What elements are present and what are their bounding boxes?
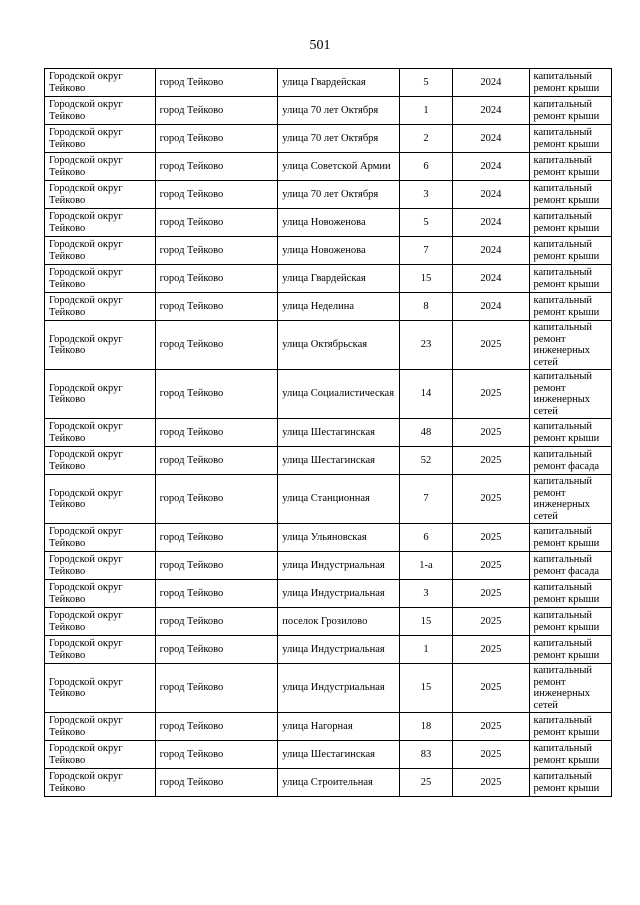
house-number-cell: 3 [399,181,452,209]
municipality-cell: Городской округ Тейково [45,97,156,125]
street-cell: улица Строительная [278,769,400,797]
year-cell: 2025 [453,321,529,370]
house-number-cell: 1-а [399,552,452,580]
house-number-cell: 5 [399,209,452,237]
house-number-cell: 18 [399,713,452,741]
municipality-cell: Городской округ Тейково [45,741,156,769]
work-type-cell: капитальный ремонт крыши [529,293,611,321]
work-type-cell: капитальный ремонт крыши [529,69,611,97]
table-row [45,636,612,664]
city-cell: город Тейково [155,97,278,125]
year-cell: 2025 [453,370,529,419]
municipality-cell: Городской округ Тейково [45,321,156,370]
house-number-cell: 23 [399,321,452,370]
table-row [45,475,612,524]
year-cell: 2025 [453,419,529,447]
table-row [45,370,612,419]
work-type-cell: капитальный ремонт крыши [529,741,611,769]
street-cell: улица Социалистическая [278,370,400,419]
work-type-cell: капитальный ремонт крыши [529,125,611,153]
house-number-cell: 3 [399,580,452,608]
municipality-cell: Городской округ Тейково [45,265,156,293]
municipality-cell: Городской округ Тейково [45,293,156,321]
table-row [45,125,612,153]
city-cell: город Тейково [155,181,278,209]
street-cell: улица Октябрьская [278,321,400,370]
house-number-cell: 15 [399,664,452,713]
street-cell: улица Индустриальная [278,636,400,664]
city-cell: город Тейково [155,419,278,447]
street-cell: улица Новоженова [278,209,400,237]
house-number-cell: 7 [399,237,452,265]
house-number-cell: 8 [399,293,452,321]
municipality-cell: Городской округ Тейково [45,608,156,636]
table-row [45,552,612,580]
year-cell: 2024 [453,97,529,125]
city-cell: город Тейково [155,265,278,293]
house-number-cell: 48 [399,419,452,447]
work-type-cell: капитальный ремонт крыши [529,580,611,608]
municipality-cell: Городской округ Тейково [45,769,156,797]
year-cell: 2025 [453,580,529,608]
house-number-cell: 6 [399,524,452,552]
city-cell: город Тейково [155,321,278,370]
year-cell: 2024 [453,125,529,153]
house-number-cell: 15 [399,608,452,636]
house-number-cell: 14 [399,370,452,419]
table-row [45,713,612,741]
municipality-cell: Городской округ Тейково [45,370,156,419]
city-cell: город Тейково [155,664,278,713]
street-cell: улица Станционная [278,475,400,524]
work-type-cell: капитальный ремонт крыши [529,769,611,797]
street-cell: улица Индустриальная [278,664,400,713]
work-type-cell: капитальный ремонт инженерных сетей [529,321,611,370]
street-cell: улица Индустриальная [278,552,400,580]
year-cell: 2025 [453,608,529,636]
table-row [45,69,612,97]
table-row [45,265,612,293]
municipality-cell: Городской округ Тейково [45,636,156,664]
municipality-cell: Городской округ Тейково [45,125,156,153]
house-number-cell: 6 [399,153,452,181]
year-cell: 2024 [453,209,529,237]
city-cell: город Тейково [155,475,278,524]
table-row [45,181,612,209]
street-cell: улица Советской Армии [278,153,400,181]
work-type-cell: капитальный ремонт крыши [529,713,611,741]
city-cell: город Тейково [155,153,278,181]
work-type-cell: капитальный ремонт крыши [529,524,611,552]
street-cell: улица Неделина [278,293,400,321]
work-type-cell: капитальный ремонт крыши [529,97,611,125]
table-row [45,447,612,475]
table-row [45,769,612,797]
street-cell: улица 70 лет Октября [278,125,400,153]
house-number-cell: 52 [399,447,452,475]
house-number-cell: 15 [399,265,452,293]
municipality-cell: Городской округ Тейково [45,447,156,475]
page-number: 501 [309,38,331,53]
work-type-cell: капитальный ремонт крыши [529,419,611,447]
house-number-cell: 2 [399,125,452,153]
work-type-cell: капитальный ремонт крыши [529,237,611,265]
year-cell: 2025 [453,769,529,797]
year-cell: 2024 [453,237,529,265]
table-row [45,664,612,713]
table-row [45,293,612,321]
table-row [45,321,612,370]
street-cell: улица 70 лет Октября [278,97,400,125]
municipality-cell: Городской округ Тейково [45,69,156,97]
table-row [45,237,612,265]
municipality-cell: Городской округ Тейково [45,237,156,265]
work-type-cell: капитальный ремонт крыши [529,636,611,664]
street-cell: улица Гвардейская [278,265,400,293]
work-type-cell: капитальный ремонт фасада [529,552,611,580]
repair-schedule-table [44,68,612,797]
year-cell: 2025 [453,664,529,713]
work-type-cell: капитальный ремонт крыши [529,608,611,636]
city-cell: город Тейково [155,447,278,475]
city-cell: город Тейково [155,237,278,265]
year-cell: 2024 [453,293,529,321]
city-cell: город Тейково [155,125,278,153]
year-cell: 2025 [453,447,529,475]
table-row [45,153,612,181]
city-cell: город Тейково [155,524,278,552]
work-type-cell: капитальный ремонт крыши [529,265,611,293]
street-cell: улица Шестагинская [278,741,400,769]
year-cell: 2025 [453,713,529,741]
table-row [45,419,612,447]
house-number-cell: 1 [399,636,452,664]
street-cell: улица Нагорная [278,713,400,741]
city-cell: город Тейково [155,741,278,769]
year-cell: 2025 [453,475,529,524]
city-cell: город Тейково [155,69,278,97]
year-cell: 2025 [453,552,529,580]
municipality-cell: Городской округ Тейково [45,181,156,209]
house-number-cell: 83 [399,741,452,769]
work-type-cell: капитальный ремонт инженерных сетей [529,370,611,419]
municipality-cell: Городской округ Тейково [45,153,156,181]
table-row [45,97,612,125]
year-cell: 2025 [453,636,529,664]
municipality-cell: Городской округ Тейково [45,419,156,447]
street-cell: улица 70 лет Октября [278,181,400,209]
street-cell: улица Новоженова [278,237,400,265]
municipality-cell: Городской округ Тейково [45,552,156,580]
table-row [45,209,612,237]
city-cell: город Тейково [155,552,278,580]
work-type-cell: капитальный ремонт инженерных сетей [529,475,611,524]
municipality-cell: Городской округ Тейково [45,209,156,237]
city-cell: город Тейково [155,370,278,419]
year-cell: 2024 [453,181,529,209]
city-cell: город Тейково [155,713,278,741]
table-row [45,580,612,608]
year-cell: 2025 [453,741,529,769]
house-number-cell: 7 [399,475,452,524]
city-cell: город Тейково [155,769,278,797]
city-cell: город Тейково [155,636,278,664]
house-number-cell: 1 [399,97,452,125]
municipality-cell: Городской округ Тейково [45,580,156,608]
work-type-cell: капитальный ремонт инженерных сетей [529,664,611,713]
table-row [45,524,612,552]
municipality-cell: Городской округ Тейково [45,524,156,552]
year-cell: 2025 [453,524,529,552]
year-cell: 2024 [453,153,529,181]
year-cell: 2024 [453,69,529,97]
street-cell: улица Индустриальная [278,580,400,608]
city-cell: город Тейково [155,209,278,237]
street-cell: улица Шестагинская [278,419,400,447]
municipality-cell: Городской округ Тейково [45,713,156,741]
city-cell: город Тейково [155,608,278,636]
house-number-cell: 5 [399,69,452,97]
street-cell: улица Шестагинская [278,447,400,475]
year-cell: 2024 [453,265,529,293]
table-row [45,608,612,636]
municipality-cell: Городской округ Тейково [45,664,156,713]
municipality-cell: Городской округ Тейково [45,475,156,524]
table-row [45,741,612,769]
work-type-cell: капитальный ремонт фасада [529,447,611,475]
street-cell: поселок Грозилово [278,608,400,636]
street-cell: улица Гвардейская [278,69,400,97]
city-cell: город Тейково [155,580,278,608]
work-type-cell: капитальный ремонт крыши [529,153,611,181]
street-cell: улица Ульяновская [278,524,400,552]
work-type-cell: капитальный ремонт крыши [529,181,611,209]
house-number-cell: 25 [399,769,452,797]
work-type-cell: капитальный ремонт крыши [529,209,611,237]
city-cell: город Тейково [155,293,278,321]
